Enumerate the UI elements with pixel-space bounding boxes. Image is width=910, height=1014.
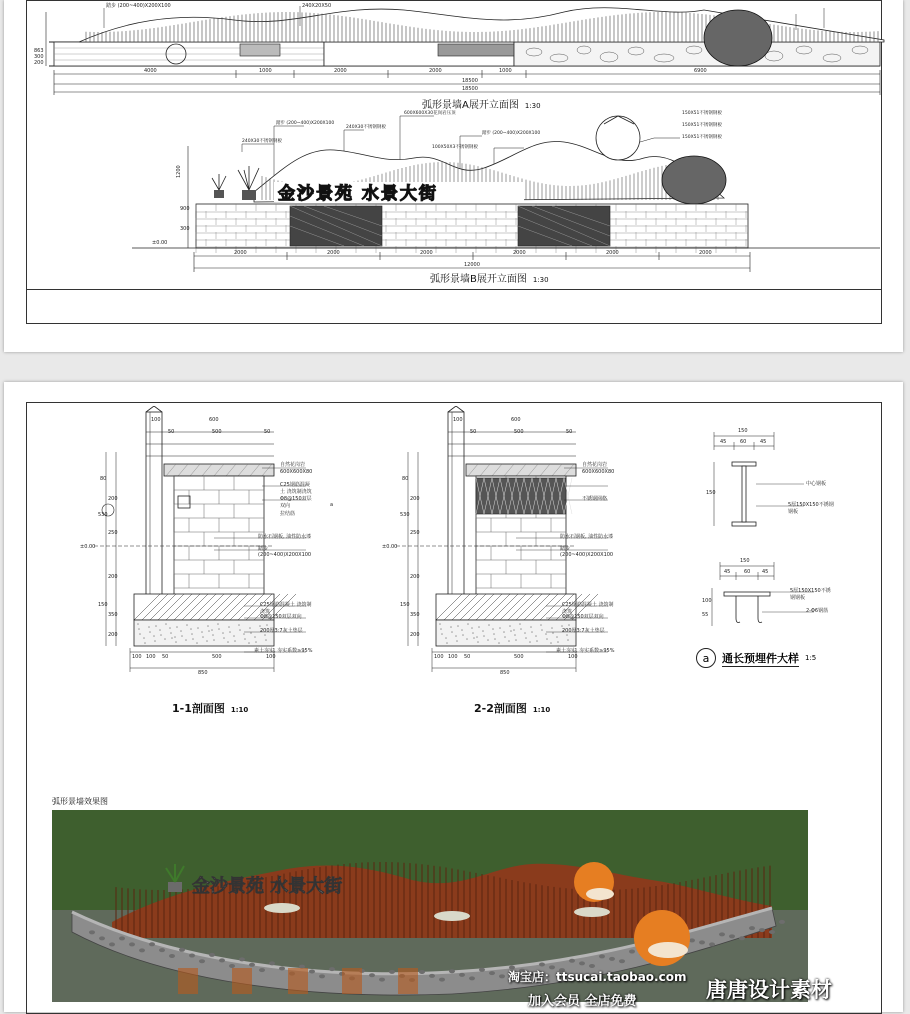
- section-2-2-title: [474, 700, 550, 716]
- sheet-1-divider: [26, 289, 881, 290]
- s2-left-dim-4: 250: [410, 530, 420, 536]
- elevation-a-drawing: [4, 0, 903, 110]
- elev-a-height-3: 200: [34, 60, 44, 66]
- s2-left-dim-1: 80: [402, 476, 409, 482]
- s1-left-dim-8: 200: [108, 632, 118, 638]
- watermark-shop: 淘宝店：ttsucai.taobao.com: [508, 970, 687, 984]
- s2-note-8: 200厚3:7灰土垫层: [562, 628, 605, 634]
- s2-note-4: 防水石钢板, 油性防水漆: [560, 534, 614, 540]
- embed-detail-symbol: a: [696, 648, 716, 668]
- watermark-brand: 唐唐设计素材: [706, 978, 832, 1002]
- elev-b-note-7: 150X51不锈钢钢板: [682, 111, 722, 116]
- elev-b-note-8: 150X51不锈钢钢板: [682, 123, 722, 128]
- elev-b-total: 12000: [464, 262, 480, 268]
- elev-b-note-6: 踏步 (200~400)X200X100: [482, 131, 541, 136]
- embed-detail-labels: [694, 426, 834, 636]
- s2-left-dim-8: 200: [410, 632, 420, 638]
- s1-left-dim-5: 200: [108, 574, 118, 580]
- embed-side-b1: 100: [702, 598, 712, 604]
- embed-dim-b4: 45: [762, 569, 769, 575]
- s2-note-2: 600X600X80: [582, 469, 615, 475]
- s2-note-6: C25钢筋混凝土 浇筑制浇筑: [562, 602, 614, 615]
- watermark-member: 加入会员 全店免费: [528, 994, 637, 1009]
- s1-note-6: 防水石钢板, 油性防水漆: [258, 534, 312, 540]
- s1-left-dim-7: 350: [108, 612, 118, 618]
- s1-bottom-dim-3: 50: [162, 654, 169, 660]
- elev-b-height-2: 900: [180, 206, 190, 212]
- render-image: [52, 810, 808, 1002]
- s1-bottom-dim-5: 100: [266, 654, 276, 660]
- s1-bottom-dim-4: 500: [212, 654, 222, 660]
- s2-left-dim-3: 530: [400, 512, 410, 518]
- embed-note-1: 中心钢板: [806, 481, 827, 487]
- s1-note-1: 自然花岗岩: [280, 462, 306, 468]
- s1-left-dim-4: 250: [108, 530, 118, 536]
- elevation-b-drawing: [4, 108, 903, 278]
- s1-note-7: 踏步 (200~400)X200X100: [258, 546, 312, 558]
- s2-bottom-dim-1: 100: [434, 654, 444, 660]
- elev-a-note-1: 踏步 (200~400)X200X100: [106, 3, 171, 9]
- elev-a-height-1: 863: [34, 48, 44, 54]
- embed-dim-3: 60: [740, 439, 747, 445]
- section-1-1-title-text: 1-1剖面图: [172, 702, 225, 715]
- elevation-a-title-text: 弧形景墙A展开立面图: [422, 100, 519, 111]
- s1-top-dim-2: 600: [209, 417, 219, 423]
- s2-left-dim-5: 200: [410, 574, 420, 580]
- elev-b-note-1: 240X30不锈钢钢板: [242, 139, 282, 144]
- elev-b-dim-5: 2000: [606, 250, 619, 256]
- elev-b-note-2: 踏步 (200~400)X200X100: [276, 121, 335, 126]
- s1-left-dim-1: 80: [100, 476, 107, 482]
- section-2-2-labels: [382, 406, 616, 706]
- embed-note-b1: 5厚150X150不锈钢钢板: [790, 588, 831, 601]
- section-1-1-scale: 1:10: [230, 706, 249, 714]
- elev-a-total-2: 18500: [462, 86, 478, 92]
- s1-top-dim-4: 500: [212, 429, 222, 435]
- drawing-sheet-1: [4, 0, 903, 352]
- elev-a-dim-1: 4000: [144, 68, 157, 74]
- s2-note-5: 踏步 (200~400)X200X100: [560, 546, 614, 558]
- embed-note-2: 5厚150X150不锈钢钢板: [788, 502, 834, 515]
- embed-detail-title: [696, 648, 816, 668]
- s2-note-1: 自然花岗岩: [582, 462, 608, 468]
- elev-b-note-5: 100X50X3不锈钢钢板: [432, 145, 478, 150]
- embed-side-b2: 55: [702, 612, 709, 618]
- s1-note-10: 200厚3:7灰土垫层: [260, 628, 303, 634]
- elev-b-note-4: 240X30不锈钢钢板: [346, 125, 386, 130]
- s1-left-dim-3: 530: [98, 512, 108, 518]
- elevation-b-sign-text: 金沙景苑 水景大街: [278, 184, 438, 204]
- s2-left-dim-2: 200: [410, 496, 420, 502]
- section-1-1-title: [172, 700, 248, 716]
- elev-b-height-1: 1200: [176, 165, 182, 178]
- elev-b-dim-6: 2000: [699, 250, 712, 256]
- s2-top-dim-3: 50: [470, 429, 477, 435]
- elev-a-note-2: 240X20X50: [302, 3, 332, 9]
- s1-note-2: 600X600X80: [280, 469, 313, 475]
- s1-bottom-dim-1: 100: [132, 654, 142, 660]
- s2-bottom-dim-4: 500: [514, 654, 524, 660]
- embed-dim-b3: 60: [744, 569, 751, 575]
- s2-bottom-dim-2: 100: [448, 654, 458, 660]
- s2-left-dim-6: 150: [400, 602, 410, 608]
- s1-left-dim-2: 200: [108, 496, 118, 502]
- s2-total: 850: [500, 670, 510, 676]
- embed-note-b2: 2-Φ6钢筋: [806, 608, 829, 614]
- elev-a-dim-5: 1000: [499, 68, 512, 74]
- s1-callout: a: [330, 502, 334, 508]
- elev-a-dim-2: 1000: [259, 68, 272, 74]
- elev-a-height-2: 300: [34, 54, 44, 60]
- s2-top-dim-4: 500: [514, 429, 524, 435]
- s1-top-dim-5: 50: [264, 429, 271, 435]
- embed-dim-b1: 150: [740, 558, 750, 564]
- s2-datum: ±0.00: [382, 544, 398, 550]
- section-2-2-scale: 1:10: [532, 706, 551, 714]
- render-title: 弧形景墙效果图: [52, 797, 108, 806]
- s1-note-11: 素土夯实, 夯实系数≥95%: [254, 648, 313, 654]
- s2-top-dim-1: 100: [453, 417, 463, 423]
- s1-datum: ±0.00: [80, 544, 96, 550]
- elevation-b-title-text: 弧形景墙B展开立面图: [430, 274, 527, 285]
- section-1-1-labels: [80, 406, 334, 706]
- render-sign-text: 金沙景苑 水景大街: [192, 876, 343, 897]
- elevation-b-datum: ±0.00: [152, 240, 168, 246]
- elev-b-dim-1: 2000: [234, 250, 247, 256]
- elev-b-dim-3: 2000: [420, 250, 433, 256]
- embed-side-dim: 150: [706, 490, 716, 496]
- s1-note-5: 拉结筋: [280, 511, 296, 517]
- embed-dim-1: 150: [738, 428, 748, 434]
- s1-bottom-dim-2: 100: [146, 654, 156, 660]
- embed-dim-2: 45: [720, 439, 727, 445]
- s1-note-8: C25钢筋混凝土 浇筑制浇筑: [260, 602, 312, 615]
- s2-top-dim-5: 50: [566, 429, 573, 435]
- elevation-b-title: [430, 270, 549, 285]
- s1-left-dim-6: 150: [98, 602, 108, 608]
- s2-note-3: 不锈钢网格: [582, 496, 608, 502]
- s2-bottom-dim-3: 50: [464, 654, 471, 660]
- elev-a-total-1: 18500: [462, 78, 478, 84]
- s2-note-9: 素土夯实, 夯实系数≥95%: [556, 648, 615, 654]
- s2-bottom-dim-5: 100: [568, 654, 578, 660]
- elev-a-dim-6: 6900: [694, 68, 707, 74]
- elev-b-dim-2: 2000: [327, 250, 340, 256]
- elevation-a-scale: 1:30: [524, 102, 541, 110]
- s1-top-dim-3: 50: [168, 429, 175, 435]
- s2-top-dim-2: 600: [511, 417, 521, 423]
- s1-top-dim-1: 100: [151, 417, 161, 423]
- s2-left-dim-7: 350: [410, 612, 420, 618]
- s1-note-3: C25钢筋混凝土 浇筑制浇筑: [280, 482, 312, 495]
- elev-a-dim-4: 2000: [429, 68, 442, 74]
- drawing-sheet-2: [4, 382, 903, 1012]
- embed-dim-b2: 45: [724, 569, 731, 575]
- elev-b-note-3: 600X600X30花岗岩压顶: [404, 111, 456, 116]
- s1-total: 850: [198, 670, 208, 676]
- elev-b-note-9: 150X51不锈钢钢板: [682, 135, 722, 140]
- elevation-b-scale: 1:30: [532, 276, 549, 284]
- s1-note-9: Φ8@150双层双向: [260, 614, 302, 620]
- embed-dim-4: 45: [760, 439, 767, 445]
- elev-b-height-3: 300: [180, 226, 190, 232]
- embed-detail-scale: 1:5: [805, 654, 817, 662]
- embed-detail-title-text: 通长预埋件大样: [722, 651, 799, 665]
- section-2-2-title-text: 2-2剖面图: [474, 702, 527, 715]
- elev-a-dim-3: 2000: [334, 68, 347, 74]
- s1-note-4: Φ8@150双层双向: [280, 496, 312, 509]
- s2-note-7: Φ8@150双层双向: [562, 614, 604, 620]
- elev-b-dim-4: 2000: [513, 250, 526, 256]
